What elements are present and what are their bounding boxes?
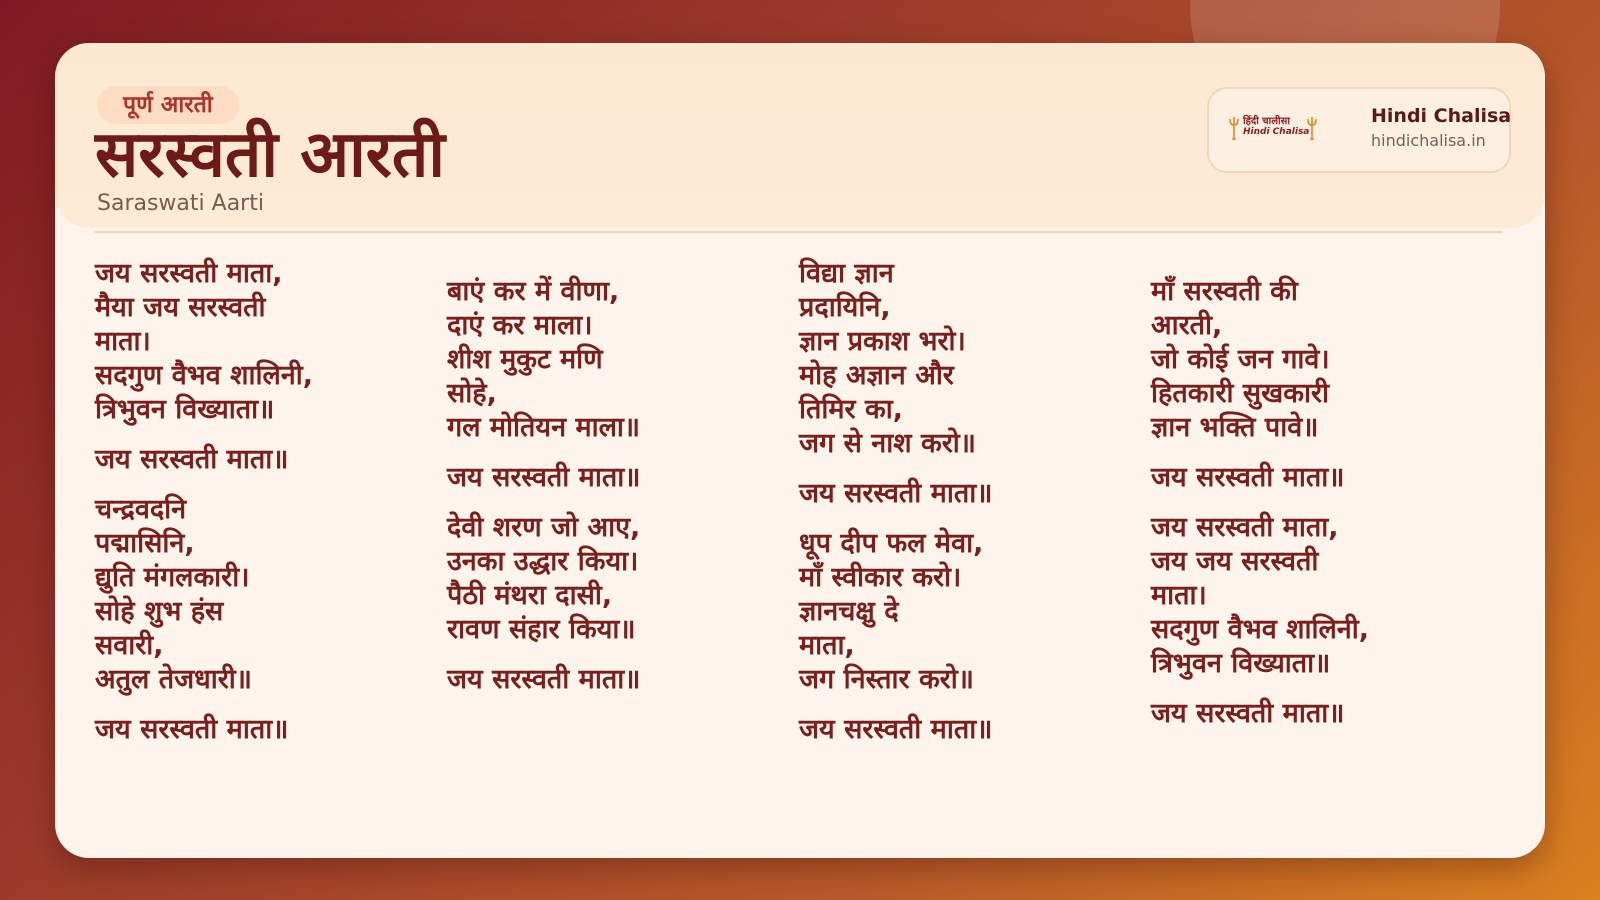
verse-line: पद्मासिनि, xyxy=(95,528,195,559)
verse-line: जो कोई जन गावे। xyxy=(1151,344,1330,375)
verse-line: सोहे शुभ हंस xyxy=(95,596,224,627)
stanza xyxy=(447,461,777,495)
verse-line: बाएं कर में वीणा, xyxy=(447,276,620,307)
stanza xyxy=(799,477,1129,511)
verse-line: जय सरस्वती माता॥ xyxy=(1151,698,1345,729)
verse-line: ज्ञान भक्ति पावे॥ xyxy=(1151,412,1319,443)
page-title: सरस्वती आरती xyxy=(95,118,445,192)
stanza xyxy=(1151,275,1481,445)
stanza xyxy=(1151,697,1481,731)
verse-line: जय सरस्वती माता॥ xyxy=(447,664,641,695)
logo-text-hindi: हिंदी चालीसा xyxy=(1243,116,1290,127)
trident-icon xyxy=(1307,115,1317,141)
verse-line: माता। xyxy=(1151,580,1207,611)
brand-url[interactable]: hindichalisa.in xyxy=(1371,131,1486,150)
verse-line: तिमिर का, xyxy=(799,394,903,425)
column-4 xyxy=(1151,275,1481,747)
verse-line: शीश मुकुट मणि xyxy=(447,344,603,375)
verse-line: चन्द्रवदनि xyxy=(95,494,187,525)
verse-line: जय सरस्वती माता, xyxy=(1151,512,1339,543)
verse-line: सोहे, xyxy=(447,378,497,409)
verse-line: प्रदायिनि, xyxy=(799,292,891,323)
verse-line: जग से नाश करो॥ xyxy=(799,428,976,459)
verse-line: त्रिभुवन विख्याता॥ xyxy=(1151,648,1331,679)
stanza xyxy=(447,275,777,445)
verse-line: विद्या ज्ञान xyxy=(799,258,894,289)
verse-line: सदगुण वैभव शालिनी, xyxy=(95,360,314,391)
verse-line: जय सरस्वती माता, xyxy=(95,258,283,289)
verse-line: माँ सरस्वती की xyxy=(1151,276,1298,307)
aarti-columns xyxy=(95,257,1515,837)
verse-line: जग निस्तार करो॥ xyxy=(799,664,974,695)
aarti-card xyxy=(55,43,1545,858)
verse-line: उनका उद्धार किया। xyxy=(447,546,639,577)
verse-line: ज्ञान प्रकाश भरो। xyxy=(799,326,966,357)
column-2 xyxy=(447,275,777,713)
verse-line: जय जय सरस्वती xyxy=(1151,546,1319,577)
verse-line: धूप दीप फल मेवा, xyxy=(799,528,984,559)
stanza xyxy=(1151,511,1481,681)
column-3 xyxy=(799,257,1129,763)
stanza xyxy=(95,443,425,477)
verse-line: माता। xyxy=(95,326,151,357)
verse-line: हितकारी सुखकारी xyxy=(1151,378,1329,409)
header-divider xyxy=(95,231,1503,233)
verse-line: देवी शरण जो आए, xyxy=(447,512,641,543)
verse-line: पैठी मंथरा दासी, xyxy=(447,580,613,611)
logo-text-english: Hindi Chalisa xyxy=(1243,127,1310,137)
verse-line: जय सरस्वती माता॥ xyxy=(799,478,993,509)
stanza xyxy=(447,511,777,647)
verse-line: मैया जय सरस्वती xyxy=(95,292,266,323)
verse-line: सदगुण वैभव शालिनी, xyxy=(1151,614,1370,645)
verse-line: गल मोतियन माला॥ xyxy=(447,412,641,443)
page-subtitle: Saraswati Aarti xyxy=(97,191,264,216)
verse-line: जय सरस्वती माता॥ xyxy=(95,714,289,745)
verse-line: जय सरस्वती माता॥ xyxy=(799,714,993,745)
verse-line: सवारी, xyxy=(95,630,164,661)
brand-name: Hindi Chalisa xyxy=(1371,105,1512,127)
verse-line: अतुल तेजधारी॥ xyxy=(95,664,252,695)
verse-line: त्रिभुवन विख्याता॥ xyxy=(95,394,275,425)
verse-line: आरती, xyxy=(1151,310,1223,341)
stanza xyxy=(799,257,1129,461)
stanza xyxy=(447,663,777,697)
verse-line: दाएं कर माला। xyxy=(447,310,593,341)
stanza xyxy=(1151,461,1481,495)
hindi-chalisa-logo xyxy=(1227,109,1319,149)
verse-line: द्युति मंगलकारी। xyxy=(95,562,250,593)
verse-line: माँ स्वीकार करो। xyxy=(799,562,962,593)
verse-line: रावण संहार किया॥ xyxy=(447,614,636,645)
stanza xyxy=(799,713,1129,747)
verse-line: जय सरस्वती माता॥ xyxy=(95,444,289,475)
stanza xyxy=(799,527,1129,697)
verse-line: माता, xyxy=(799,630,855,661)
stanza xyxy=(95,257,425,427)
brand-badge[interactable] xyxy=(1207,87,1511,173)
stanza xyxy=(95,713,425,747)
verse-line: मोह अज्ञान और xyxy=(799,360,954,391)
verse-line: जय सरस्वती माता॥ xyxy=(447,462,641,493)
badge-purna-aarti: पूर्ण आरती xyxy=(97,86,239,124)
column-1 xyxy=(95,257,425,763)
stanza xyxy=(95,493,425,697)
verse-line: ज्ञानचक्षु दे xyxy=(799,596,899,627)
verse-line: जय सरस्वती माता॥ xyxy=(1151,462,1345,493)
card-header xyxy=(55,43,1545,228)
trident-icon xyxy=(1229,115,1239,141)
